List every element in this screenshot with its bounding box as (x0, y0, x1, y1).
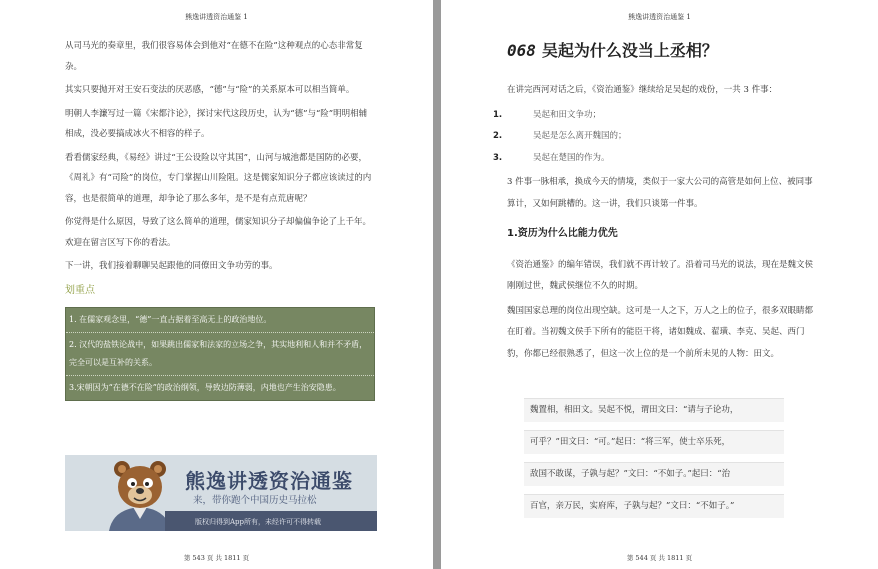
highlights-box (65, 307, 375, 401)
paragraph: 看看儒家经典，《易经》讲过“王公设险以守其国”，山河与城池都是国防的必要，《周礼》有“司险”的岗位，专门掌握山川险阻。这是儒家知识分子都应该读过的内容，也是很简单的道理，却争论了那么多年，是不是有点荒唐呢？ (65, 152, 372, 204)
list-item (493, 105, 821, 127)
left-body-text (65, 36, 375, 401)
list-item (493, 126, 821, 148)
intro-paragraph: 在讲完西河对话之后，《资治通鉴》继续给足吴起的戏份，一共 3 件事： (507, 85, 778, 95)
right-body-text (493, 80, 821, 368)
quote-box (524, 398, 784, 526)
highlights-title: 划重点 (65, 284, 95, 296)
paragraph: 《资治通鉴》的编年错误，我们就不再计较了。沿着司马光的说法，现在是魏文侯刚刚过世，魏武侯继位不久的时期。 (507, 259, 814, 291)
list-number: 3. (493, 152, 503, 163)
highlight-item: 1. 在儒家观念里，“德”一直占据着至高无上的政治地位。 (66, 308, 374, 333)
section-heading: 1.资历为什么比能力优先 (507, 228, 618, 239)
transition-paragraph: 3 件事一脉相承，换成今天的情境，类似于一家大公司的高管是如何上位、被同事算计，又如何跳槽的。这一讲，我们只谈第一件事。 (507, 177, 813, 209)
paragraph: 其实只要抛开对王安石变法的厌恶感，“德”与“险”的关系原本可以相当简单。 (65, 85, 355, 95)
running-head: 熊逸讲透资治通鉴 1 (185, 13, 248, 21)
paragraph: 你觉得是什么原因，导致了这么简单的道理，儒家知识分子却偏偏争论了上千年。欢迎在留言区写下你的看法。 (65, 217, 372, 248)
list-item (493, 148, 821, 170)
banner-subtitle: 来，带你跑个中国历史马拉松 (193, 495, 317, 506)
page-footer: 第 544 页 共 1811 页 (626, 554, 693, 562)
highlight-item: 3.宋朝因为“在德不在险”的政治纲领，导致边防薄弱，内地也产生治安隐患。 (69, 383, 341, 392)
banner-copyright: 版权归得到App所有，未经许可不得转载 (195, 518, 322, 526)
list-number: 1. (493, 109, 503, 120)
paragraph: 明朝人李濂写过一篇《宋都汴论》，探讨宋代这段历史，认为“德”与“险”明明相辅相成，没必要搞成冰火不相容的样子。 (65, 108, 368, 139)
chapter-heading: 吴起为什么没当上丞相？ (541, 41, 718, 60)
page-footer: 第 543 页 共 1811 页 (183, 554, 250, 562)
list-text: 吴起是怎么离开魏国的； (533, 131, 627, 141)
course-banner (65, 455, 377, 531)
running-head: 熊逸讲透资治通鉴 1 (628, 13, 691, 21)
banner-title: 熊逸讲透资治通鉴 (185, 469, 353, 493)
list-text: 吴起和田文争功； (533, 109, 602, 120)
left-page (0, 0, 433, 569)
list-text: 吴起在楚国的作为。 (533, 152, 610, 163)
list-number: 2. (493, 131, 503, 141)
paragraph: 魏国国家总理的岗位出现空缺。这可是一人之下，万人之上的位子，很多双眼睛都在盯着。当初魏文侯手下所有的能臣干将，诸如魏成、翟璜、李克、吴起、西门豹，你都已经很熟悉了，但这一次上位的是一个前所未见的人物：田文。 (507, 305, 814, 359)
paragraph: 下一讲，我们接着聊聊吴起跟他的同僚田文争功劳的事。 (65, 261, 278, 271)
page-gutter (433, 0, 441, 569)
paragraph: 从司马光的奏章里，我们很容易体会到他对“在德不在险”这种观点的心态非常复杂。 (65, 41, 363, 72)
chapter-number: 068 (507, 41, 536, 60)
quote-line: 可乎？”田文曰：“可。”起曰：“将三军，使士卒乐死， (524, 430, 784, 454)
event-list (493, 105, 821, 170)
quote-line: 魏置相，相田文。吴起不悦，谓田文曰：“请与子论功， (524, 398, 784, 422)
chapter-title (507, 38, 718, 61)
quote-line: 敌国不敢谋，子孰与起？”文曰：“不如子。”起曰：“治 (524, 462, 784, 486)
quote-line: 百官，亲万民，实府库，子孰与起？”文曰：“不如子。” (524, 494, 784, 518)
highlight-item: 2. 汉代的盐铁论战中，如果跳出儒家和法家的立场之争，其实地利和人和并不矛盾，完全可以是互补的关系。 (66, 333, 374, 376)
